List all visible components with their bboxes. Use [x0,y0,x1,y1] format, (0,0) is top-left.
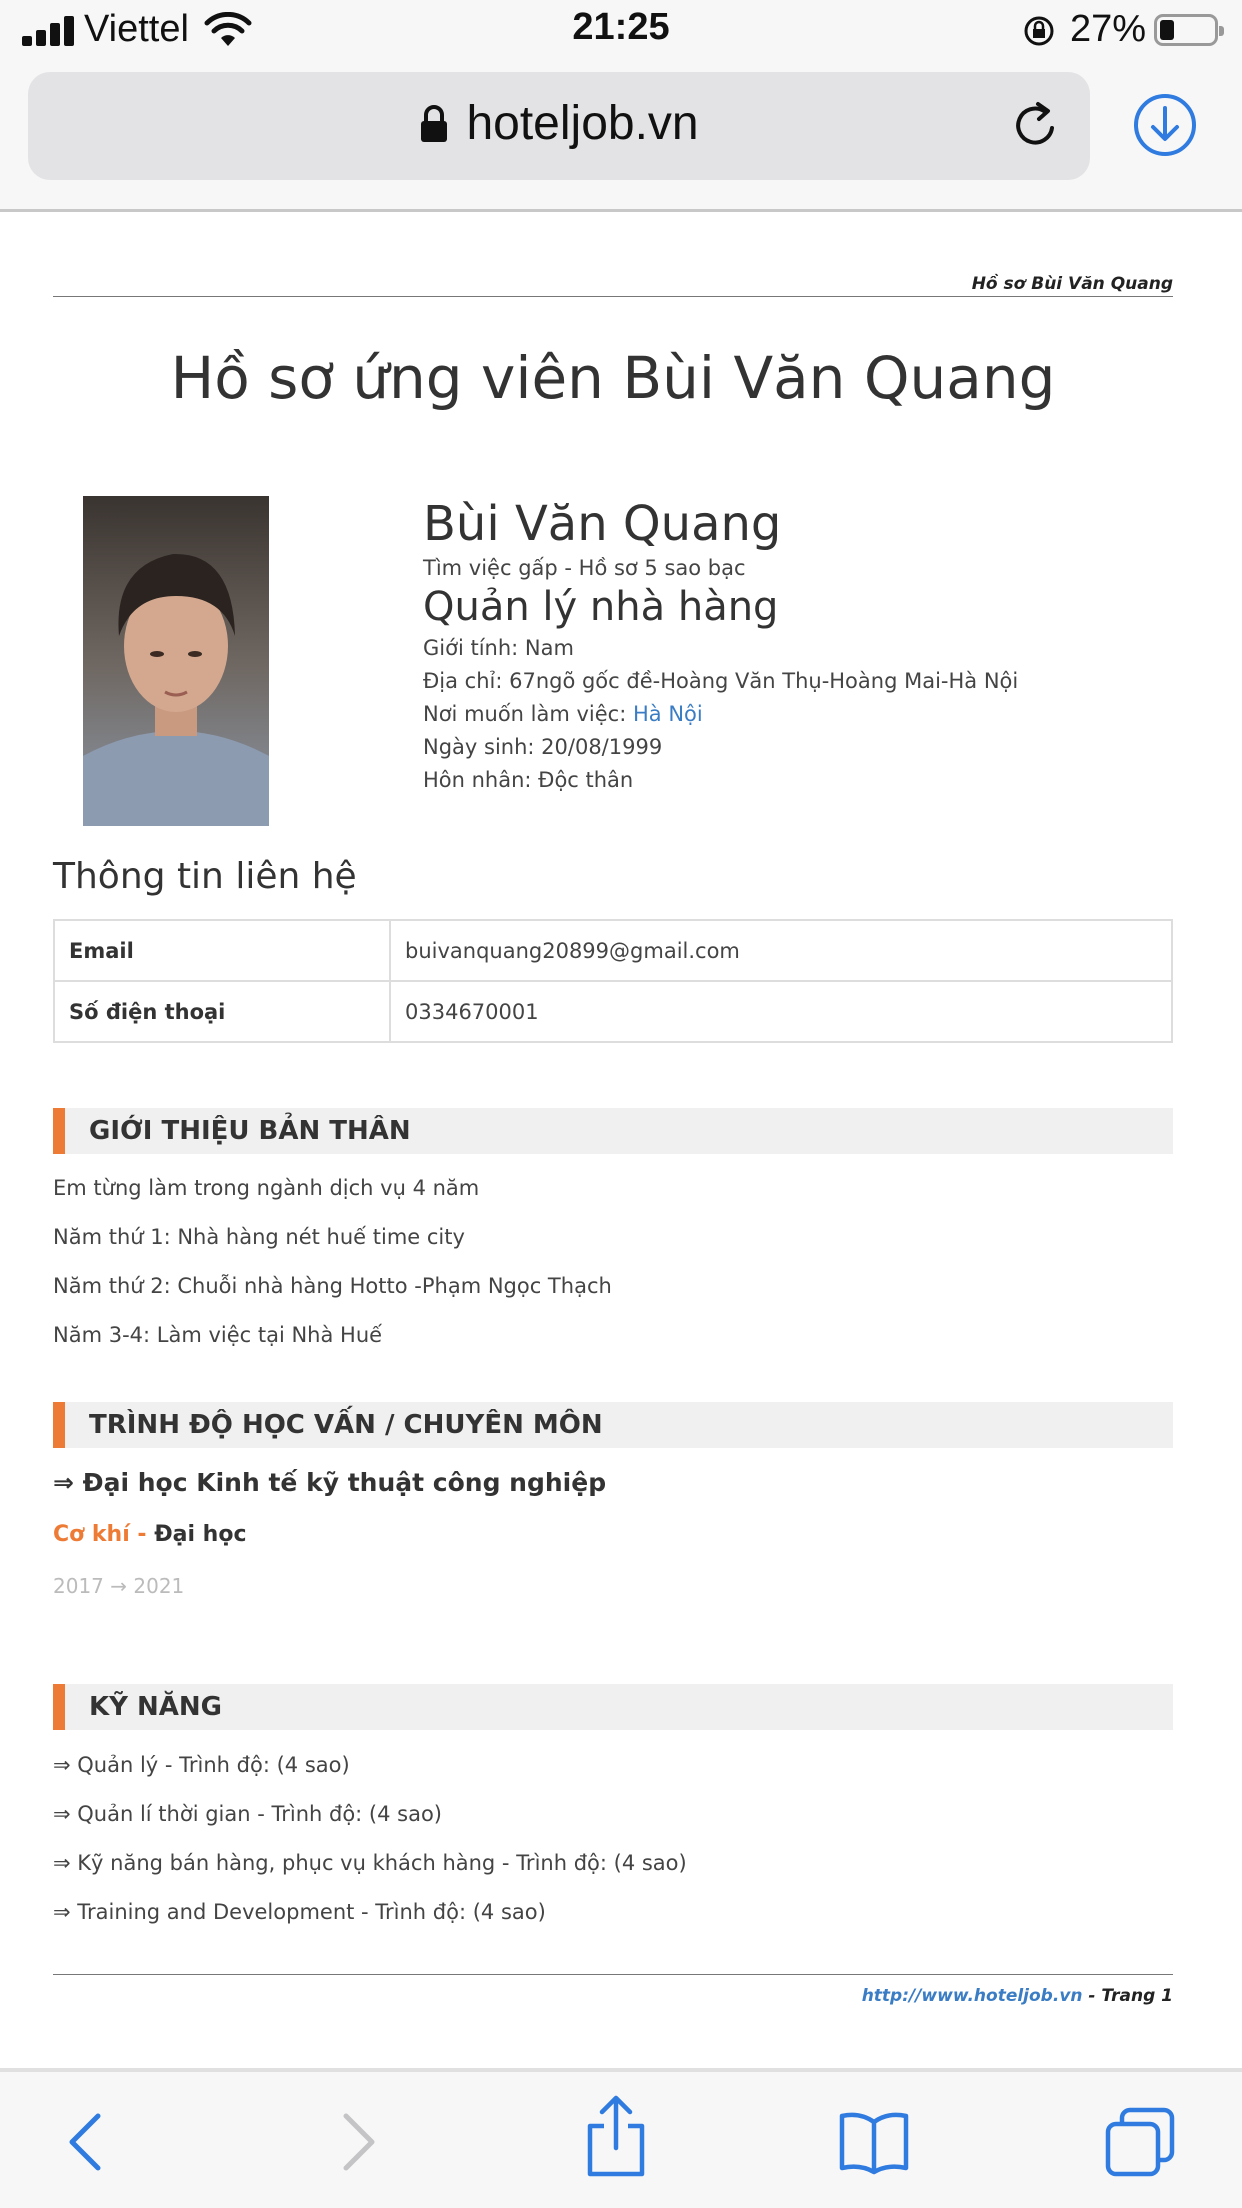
contact-heading: Thông tin liên hệ [53,856,357,897]
candidate-photo [83,496,269,826]
education-heading-text: TRÌNH ĐỘ HỌC VẤN / CHUYÊN MÔN [89,1410,603,1440]
address: Địa chỉ: 67ngõ gốc đề-Hoàng Văn Thụ-Hoàng Mai-Hà Nội [423,669,1019,693]
skills-heading-text: KỸ NĂNG [89,1692,223,1722]
battery-icon [1154,14,1218,46]
table-row [54,920,1172,981]
tabs-icon[interactable] [1104,2106,1176,2178]
intro-section-heading [53,1108,1173,1154]
education-school: ⇒ Đại học Kinh tế kỹ thuật công nghiệp [53,1468,607,1497]
desired-position: Quản lý nhà hàng [423,584,779,630]
battery-percent: 27% [1070,8,1147,50]
gender: Giới tính: Nam [423,636,574,660]
education-years: 2017 → 2021 [53,1574,185,1598]
email-value[interactable]: buivanquang20899@gmail.com [390,920,1172,981]
skill-item: ⇒ Training and Development - Trình độ: (4 sao) [53,1900,546,1924]
footer-link[interactable]: http://www.hoteljob.vn [861,1986,1083,2006]
footer-divider [53,1974,1173,1975]
education-major [53,1522,247,1547]
profile-subtitle: Tìm việc gấp - Hồ sơ 5 sao bạc [423,556,746,580]
intro-line: Năm thứ 1: Nhà hàng nét huế time city [53,1225,465,1249]
skill-item: ⇒ Kỹ năng bán hàng, phục vụ khách hàng - Trình độ: (4 sao) [53,1851,687,1875]
chevron-left-icon[interactable] [52,2106,124,2178]
browser-toolbar [0,64,1242,212]
browser-bottom-toolbar [0,2068,1242,2208]
page-header-title: Hồ sơ Bùi Văn Quang [971,274,1173,294]
email-label: Email [54,920,390,981]
download-icon[interactable] [1132,92,1198,158]
candidate-name: Bùi Văn Quang [423,496,782,552]
page-footer [862,1986,1173,2006]
page-number: - Trang 1 [1082,1986,1173,2006]
phone-label: Số điện thoại [54,981,390,1042]
carrier-name: Viettel [84,8,189,50]
status-bar [0,0,1242,64]
intro-line: Năm thứ 2: Chuỗi nhà hàng Hotto -Phạm Ngọc Thạch [53,1274,612,1298]
phone-value[interactable]: 0334670001 [390,981,1172,1042]
address-bar[interactable] [28,72,1090,180]
intro-line: Em từng làm trong ngành dịch vụ 4 năm [53,1176,480,1200]
reload-icon[interactable] [1008,98,1064,154]
major-name: Cơ khí - [53,1522,155,1547]
work-location-link[interactable]: Hà Nội [632,702,703,726]
intro-line: Năm 3-4: Làm việc tại Nhà Huế [53,1323,383,1347]
education-section-heading [53,1402,1173,1448]
work-location [423,698,1173,731]
share-icon[interactable] [580,2094,652,2178]
skills-section-heading [53,1684,1173,1730]
degree-level: Đại học [154,1522,247,1547]
marital-status: Hôn nhân: Độc thân [423,768,634,792]
orientation-lock-icon [1022,14,1056,48]
candidate-info [423,496,1173,797]
padlock-icon [419,104,449,144]
skill-item: ⇒ Quản lí thời gian - Trình độ: (4 sao) [53,1802,442,1826]
skill-item: ⇒ Quản lý - Trình độ: (4 sao) [53,1753,350,1777]
url-text[interactable]: hoteljob.vn [466,97,699,150]
work-location-label: Nơi muốn làm việc: [423,702,633,726]
intro-heading-text: GIỚI THIỆU BẢN THÂN [89,1116,411,1146]
contact-table [53,919,1173,1043]
book-icon[interactable] [838,2106,910,2178]
birthdate: Ngày sinh: 20/08/1999 [423,735,663,759]
chevron-right-icon[interactable] [320,2106,392,2178]
table-row [54,981,1172,1042]
page-title: Hồ sơ ứng viên Bùi Văn Quang [170,344,1056,412]
clock: 21:25 [572,6,670,48]
header-divider [53,296,1173,297]
